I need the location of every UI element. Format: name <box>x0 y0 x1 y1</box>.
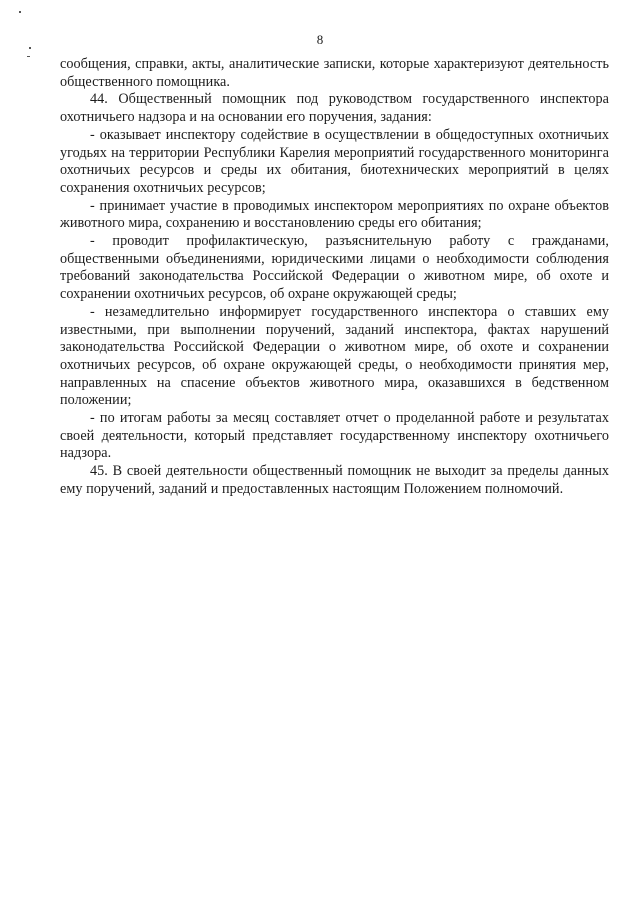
page-number: 8 <box>316 32 324 47</box>
paragraph-duty-report: - по итогам работы за месяц составляет отчет о проделанной работе и результатах своей деятельности, который представляет государственному инспектору охотничьего надзора. <box>60 410 609 462</box>
paragraph-duty-participate: - принимает участие в проводимых инспектором мероприятиях по охране объектов животного мира, сохранению и восстановлению среды его обитания; <box>60 197 609 232</box>
document-body <box>60 56 609 499</box>
paragraph-item-45: 45. В своей деятельности общественный помощник не выходит за пределы данных ему поручений, заданий и предоставленных настоящим Положением полномочий. <box>60 463 609 497</box>
paragraph-duty-assist: - оказывает инспектору содействие в осуществлении в общедоступных охотничьих угодьях на территории Республики Карелия мероприятий государственного мониторинга охотничьих ресурсов и среды их обитания, биотехнических мероприятий в целях сохранения охотничьих ресурсов; <box>60 126 609 196</box>
paragraph-duty-inform: - незамедлительно информирует государственного инспектора о ставших ему известными, при выполнении поручений, заданий инспектора, фактах нарушений законодательства Российской Федерации о животном мире, об охоте и сохранении охотничьих ресурсов, об охране окружающей среды, о необходимости принятия мер, направленных на спасение объектов животного мира, оказавшихся в бедственном положении; <box>60 303 609 409</box>
paragraph-continuation: сообщения, справки, акты, аналитические записки, которые характеризуют деятельность общественного помощника. <box>60 56 609 90</box>
scan-speck <box>29 47 31 49</box>
paragraph-item-44: 44. Общественный помощник под руководством государственного инспектора охотничьего надзора и на основании его поручения, задания: <box>60 91 609 126</box>
scan-speck <box>19 11 21 13</box>
paragraph-duty-prevention: - проводит профилактическую, разъяснительную работу с гражданами, общественными объединениями, юридическими лицами о необходимости соблюдения требований законодательства Российской Федерации о животном мире, об охоте и сохранении охотничьих ресурсов, об охране окружающей среды; <box>60 233 609 303</box>
scan-speck <box>27 56 30 57</box>
